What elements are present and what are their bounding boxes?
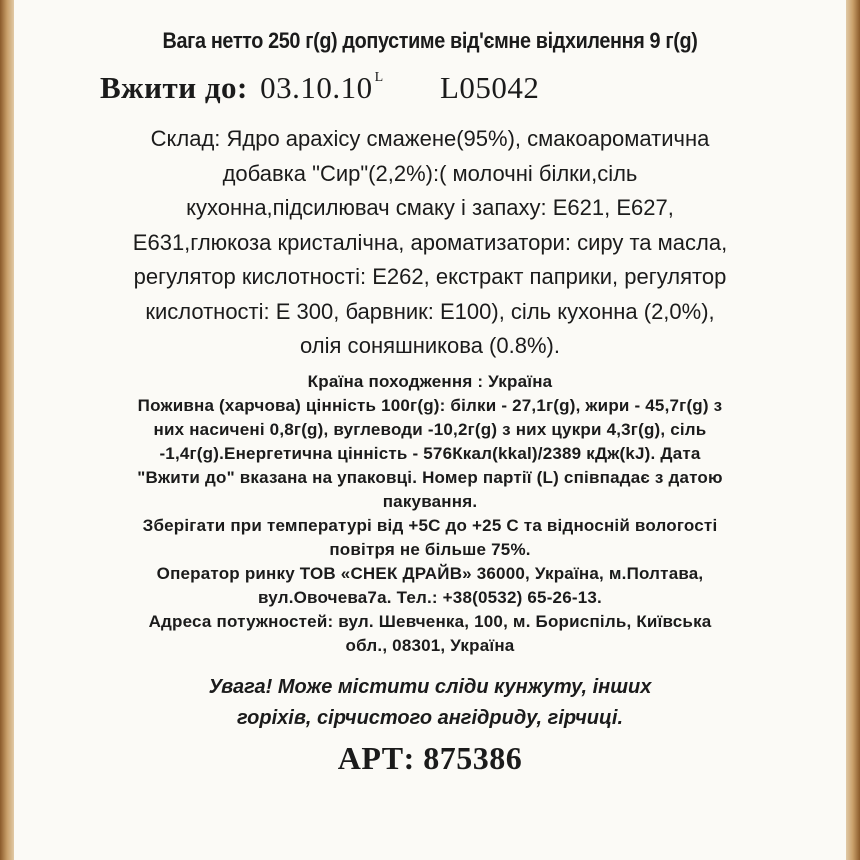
- composition-line: кислотності: Е 300, барвник: Е100), сіль кухонна (2,0%),: [145, 298, 715, 324]
- operator-line: вул.Овочева7а. Тел.: +38(0532) 65-26-13.: [258, 587, 602, 607]
- best-before-row: [30, 70, 830, 106]
- warning-line: горіхів, сірчистого ангідриду, гірчиці.: [236, 706, 624, 729]
- composition-line: Склад: Ядро арахісу смажене(95%), смакоароматична: [150, 126, 710, 151]
- operator-line: Оператор ринку ТОВ «СНЕК ДРАЙВ» 36000, Україна, м.Полтава,: [156, 563, 704, 583]
- nutrition-line: "Вжити до" вказана на упаковці. Номер партії (L) співпадає з датою: [137, 467, 723, 487]
- composition-block: [30, 122, 830, 364]
- facility-line: Адреса потужностей: вул. Шевченка, 100, м. Бориспіль, Київська: [148, 611, 712, 631]
- best-before-mark: L: [374, 70, 384, 85]
- package-edge-right: [844, 0, 860, 860]
- facility-line: обл., 08301, Україна: [345, 635, 515, 655]
- operator-block: [30, 562, 830, 610]
- composition-line: Е631,глюкоза кристалічна, ароматизатори: сиру та масла,: [132, 229, 728, 255]
- composition-line: добавка "Сир"(2,2%):( молочні білки,сіль: [222, 160, 638, 186]
- nutrition-line: -1,4г(g).Енергетична цінність - 576Ккал(kkal)/2389 кДж(kJ). Дата: [159, 443, 701, 463]
- nutrition-line: них насичені 0,8г(g), вуглеводи -10,2г(g) з них цукри 4,3г(g), сіль: [153, 419, 707, 439]
- country-of-origin: Країна походження : Україна: [307, 371, 553, 391]
- allergen-warning: [30, 672, 830, 734]
- nutrition-line: пакування.: [382, 491, 478, 511]
- article-number: АРТ: 875386: [337, 739, 523, 776]
- lot-number: L05042: [439, 70, 540, 105]
- best-before-date: 03.10.10: [260, 70, 373, 105]
- composition-line: регулятор кислотності: Е262, екстракт паприки, регулятор: [133, 264, 727, 289]
- warning-line: Увага! Може містити сліди кунжуту, інших: [208, 675, 652, 698]
- nutrition-line: Поживна (харчова) цінність 100г(g): білки - 27,1г(g), жири - 45,7г(g) з: [137, 395, 723, 415]
- composition-line: кухонна,підсилювач смаку і запаху: Е621, Е627,: [186, 195, 674, 220]
- facility-block: [30, 610, 830, 658]
- nutrition-block: [30, 394, 830, 514]
- storage-line: повітря не більше 75%.: [329, 539, 531, 559]
- composition-line: олія соняшникова (0.8%).: [300, 333, 560, 358]
- storage-line: Зберігати при температурі від +5С до +25 С та відносній вологості: [142, 515, 718, 535]
- best-before-label: Вжити до:: [100, 70, 248, 105]
- product-label: [14, 0, 846, 860]
- net-weight: Вага нетто 250 г(g) допустиме від'ємне відхилення 9 г(g): [162, 28, 698, 53]
- storage-block: [30, 514, 830, 562]
